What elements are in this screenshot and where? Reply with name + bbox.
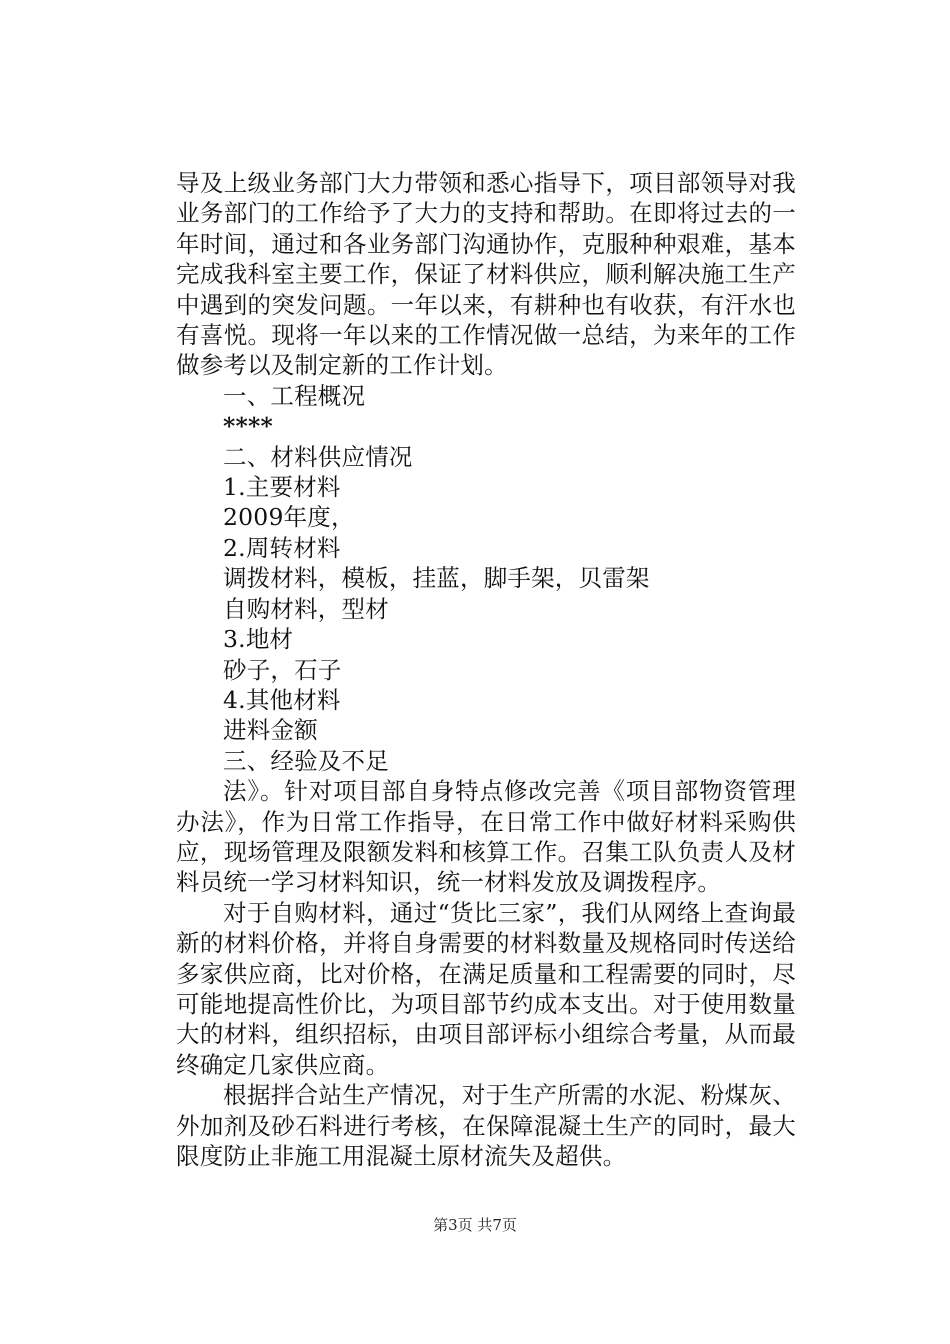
paragraph-management-rules: 法》。针对项目部自身特点修改完善《项目部物资管理办法》，作为日常工作指导，在日常工作中做好材料采购供应，现场管理及限额发料和核算工作。召集工队负责人及材料员统一学习材料知识，统一材料发放及调拨程序。 [176,777,796,897]
heading-material-supply: 二、材料供应情况 [223,442,413,471]
page-number: 第3页 共7页 [433,1216,517,1234]
subheading-turnover-materials: 2.周转材料 [223,533,341,562]
paragraph-self-purchase: 对于自购材料，通过“货比三家”，我们从网络上查询最新的材料价格，并将自身需要的材料数量及规格同时传送给多家供应商，比对价格，在满足质量和工程需要的同时，尽可能地提高性价比，为项目部节约成本支出。对于使用数量大的材料，组织招标，由项目部评标小组综合考量，从而最终确定几家供应商。 [176,898,796,1079]
subheading-main-materials: 1.主要材料 [223,473,341,502]
line-sand-stone: 砂子，石子 [223,655,342,684]
subheading-other-materials: 4.其他材料 [223,685,341,714]
paragraph-intro: 导及上级业务部门大力带领和悉心指导下，项目部领导对我业务部门的工作给予了大力的支持和帮助。在即将过去的一年时间，通过和各业务部门沟通协作，克服种种艰难，基本完成我科室主要工作，保证了材料供应，顺利解决施工生产中遇到的突发问题。一年以来，有耕种也有收获，有汗水也有喜悦。现将一年以来的工作情况做一总结，为来年的工作做参考以及制定新的工作计划。 [176,169,796,380]
heading-experience: 三、经验及不足 [223,746,389,775]
heading-project-overview: 一、工程概况 [223,381,366,410]
line-allocated-materials: 调拨材料，模板，挂蓝，脚手架，贝雷架 [223,564,650,593]
document-body [176,168,796,1171]
line-purchase-amount: 进料金额 [223,716,318,745]
placeholder-text: **** [223,412,273,441]
line-self-purchased: 自购材料，型材 [223,594,389,623]
line-year: 2009年度， [223,503,355,532]
paragraph-mixing-station: 根据拌合站生产情况，对于生产所需的水泥、粉煤灰、外加剂及砂石料进行考核，在保障混凝土生产的同时，最大限度防止非施工用混凝土原材流失及超供。 [176,1081,796,1170]
subheading-local-materials: 3.地材 [223,625,294,654]
